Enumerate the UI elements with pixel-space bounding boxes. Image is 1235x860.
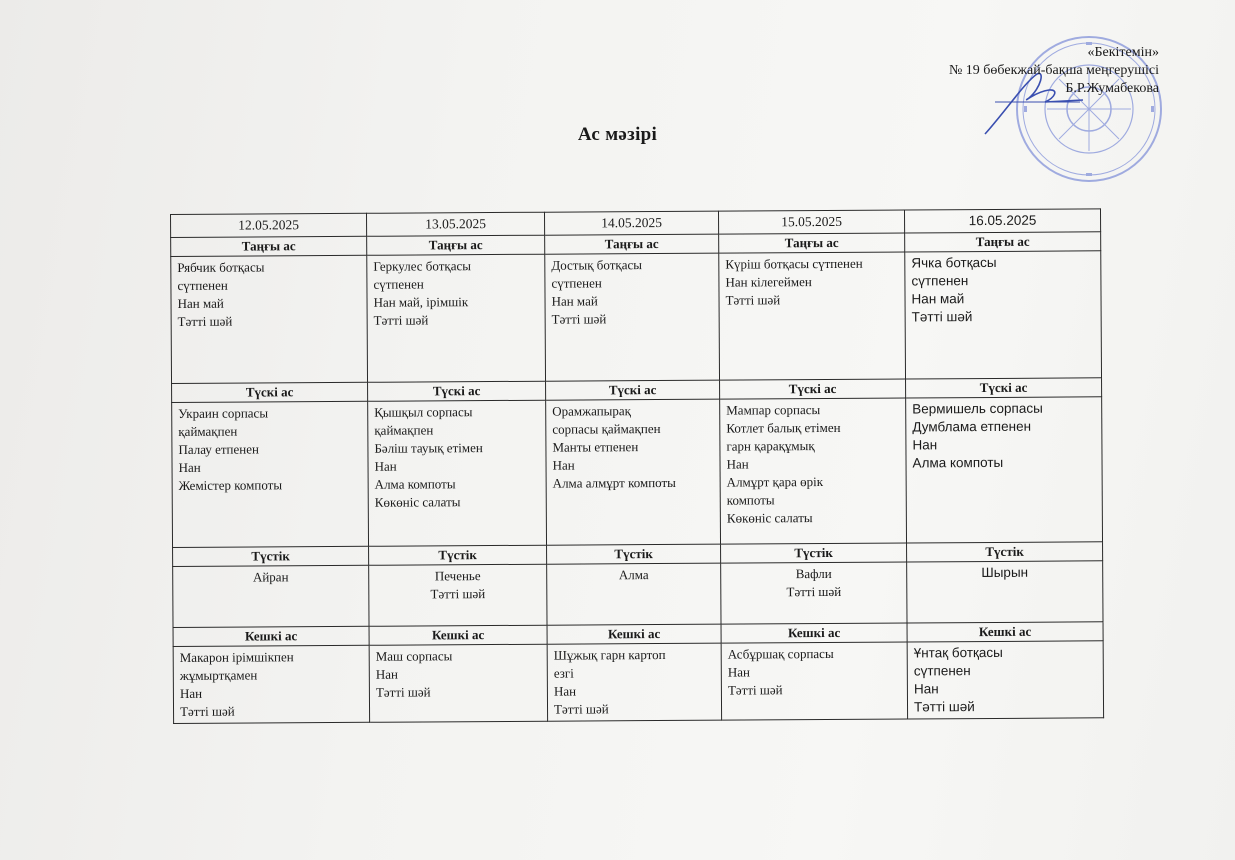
- menu-item: қаймақпен: [374, 422, 434, 438]
- lunch-cell: [906, 397, 1103, 543]
- menu-item: Нан: [552, 457, 575, 473]
- snack-cell: [369, 564, 547, 626]
- supper-cell: [173, 645, 369, 723]
- menu-item: Рябчик ботқасы: [177, 259, 265, 275]
- menu-item: Көкөніс салаты: [726, 510, 813, 526]
- meal-label: Түскі ас: [368, 381, 546, 401]
- breakfast-row: [171, 251, 1102, 384]
- menu-item: Нан май: [911, 291, 965, 307]
- page-title: Ас мәзірі: [577, 124, 658, 145]
- lunch-cell: [172, 401, 369, 547]
- menu-item: сүтпенен: [913, 663, 971, 679]
- date-cell: 14.05.2025: [544, 211, 718, 235]
- menu-item: Тәтті шәй: [177, 313, 233, 329]
- menu-item: сүтпенен: [177, 277, 228, 293]
- menu-item: Геркулес ботқасы: [373, 258, 472, 274]
- meal-label: Түстік: [369, 545, 547, 565]
- menu-item: Тәтті шәй: [786, 583, 842, 600]
- menu-item: Котлет балық етімен: [726, 419, 841, 436]
- snack-row: [173, 561, 1103, 628]
- supper-cell: [547, 643, 721, 721]
- breakfast-cell: [905, 251, 1102, 379]
- supper-cell: [369, 644, 547, 722]
- menu-item: Орамжапырақ: [552, 403, 632, 419]
- menu-item: Күріш ботқасы сүтпенен: [725, 255, 863, 272]
- menu-item: Нан: [553, 683, 577, 699]
- breakfast-cell: [719, 252, 906, 380]
- menu-item: Нан: [179, 685, 203, 701]
- menu-item: Тәтті шәй: [430, 586, 486, 602]
- menu-table-wrapper: [170, 208, 1103, 724]
- menu-item: Маш сорпасы: [375, 648, 453, 664]
- lunch-row: [172, 397, 1103, 548]
- menu-item: Тәтті шәй: [179, 703, 235, 719]
- menu-item: Мампар сорпасы: [726, 402, 821, 418]
- meal-label: Түскі ас: [906, 378, 1102, 398]
- menu-item: Нан: [178, 459, 201, 475]
- menu-item: сүтпенен: [373, 276, 424, 292]
- menu-item: Нан май: [177, 295, 224, 311]
- menu-item: сорпасы қаймақпен: [552, 421, 661, 437]
- menu-item: Нан: [374, 458, 397, 474]
- breakfast-cell: [171, 255, 368, 383]
- menu-item: сүтпенен: [551, 275, 602, 291]
- menu-item: Думбламa етпенен: [912, 418, 1032, 435]
- menu-item: езгі: [553, 665, 574, 681]
- menu-item: Украин сорпасы: [178, 405, 269, 421]
- menu-item: Нан: [913, 681, 939, 697]
- menu-item: Тәтті шәй: [373, 312, 429, 328]
- menu-item: Алма алмұрт компоты: [552, 474, 676, 491]
- menu-item: гарн қарақұмық: [726, 438, 815, 454]
- menu-item: компоты: [726, 492, 775, 508]
- meal-label: Таңғы ас: [171, 236, 367, 256]
- meal-label: Кешкі ас: [369, 625, 547, 645]
- date-cell: 13.05.2025: [366, 212, 544, 236]
- menu-item: Шұжық гарн картоп: [553, 646, 666, 663]
- supper-cell: [721, 642, 907, 720]
- meal-label: Кешкі ас: [907, 622, 1103, 642]
- menu-item: Алма компоты: [912, 454, 1004, 471]
- menu-item: Алмұрт қара өрік: [726, 474, 824, 490]
- meal-label: Түстік: [547, 544, 721, 564]
- menu-item: Нан: [727, 664, 750, 680]
- meal-label: Түстік: [907, 542, 1103, 562]
- snack-cell: [173, 565, 369, 627]
- menu-item: Вафли: [795, 565, 832, 582]
- meal-label: Түскі ас: [546, 380, 720, 400]
- menu-item: Тәтті шәй: [725, 292, 781, 308]
- menu-item: қаймақпен: [178, 423, 238, 439]
- snack-cell: [907, 561, 1103, 623]
- menu-item: Нан: [375, 666, 398, 682]
- date-cell: 16.05.2025: [904, 209, 1100, 233]
- menu-item: Нан май, ірімшік: [373, 294, 469, 310]
- menu-item: Тәтті шәй: [911, 309, 973, 325]
- snack-cell: [547, 563, 721, 625]
- meal-label: Түстік: [721, 543, 907, 563]
- menu-item: Алма компоты: [374, 476, 456, 492]
- date-cell: 15.05.2025: [718, 210, 904, 234]
- date-cell: 12.05.2025: [171, 213, 367, 237]
- approval-position: № 19 бөбекжай-бақша меңгерушісі: [948, 63, 1159, 78]
- menu-item: Нан: [726, 456, 749, 472]
- menu-item: Асбұршақ сорпасы: [727, 645, 834, 662]
- menu-item: Алма: [618, 567, 649, 583]
- menu-item: Достық ботқасы: [551, 257, 643, 273]
- supper-row: [173, 641, 1103, 724]
- menu-item: Печенье: [434, 568, 481, 584]
- meal-label: Кешкі ас: [721, 623, 907, 643]
- menu-item: Шырын: [981, 564, 1029, 581]
- meal-label: Кешкі ас: [547, 624, 721, 644]
- meal-label: Таңғы ас: [905, 232, 1101, 252]
- meal-label: Кешкі ас: [173, 626, 369, 646]
- menu-item: Тәтті шәй: [553, 701, 609, 717]
- menu-item: Ұнтақ ботқасы: [913, 644, 1003, 661]
- lunch-cell: [720, 398, 907, 544]
- menu-item: Тәтті шәй: [913, 699, 975, 715]
- menu-item: Қышқыл сорпасы: [374, 404, 473, 420]
- meal-label: Таңғы ас: [545, 234, 719, 254]
- menu-item: Ячка ботқасы: [911, 254, 997, 271]
- menu-item: Жемістер компоты: [178, 477, 283, 493]
- menu-item: Макарон ірімшікпен: [179, 649, 294, 665]
- lunch-cell: [368, 400, 547, 546]
- approval-block: [859, 44, 1159, 98]
- menu-item: Нан май: [551, 293, 598, 309]
- supper-cell: [907, 641, 1103, 719]
- menu-item: Тәтті шәй: [551, 311, 607, 327]
- menu-item: Палау етпенен: [178, 441, 259, 457]
- menu-item: Бәліш тауық етімен: [374, 440, 483, 456]
- menu-item: Тәтті шәй: [727, 682, 783, 698]
- breakfast-cell: [545, 253, 720, 381]
- menu-item: Манты етпенен: [552, 439, 639, 455]
- meal-label: Түскі ас: [172, 382, 368, 402]
- menu-item: жұмыртқамен: [179, 667, 258, 683]
- approval-name: Б.Р.Жумабекова: [1065, 81, 1159, 96]
- meal-label: Таңғы ас: [367, 235, 545, 255]
- menu-item: Нан кілегеймен: [725, 274, 812, 290]
- approval-heading: «Бекітемін»: [1087, 45, 1159, 60]
- meal-label: Түскі ас: [720, 379, 906, 399]
- menu-item: Тәтті шәй: [375, 684, 431, 700]
- meal-label: Таңғы ас: [719, 233, 905, 253]
- menu-item: Айран: [252, 569, 289, 585]
- breakfast-cell: [367, 254, 546, 382]
- menu-item: Көкөніс салаты: [374, 494, 461, 510]
- lunch-cell: [546, 399, 721, 545]
- menu-item: сүтпенен: [911, 273, 969, 289]
- menu-table: [170, 208, 1104, 724]
- menu-item: Вермишель сорпасы: [912, 400, 1043, 417]
- snack-cell: [721, 562, 907, 624]
- meal-label: Түстік: [173, 546, 369, 566]
- menu-item: Нан: [912, 437, 938, 453]
